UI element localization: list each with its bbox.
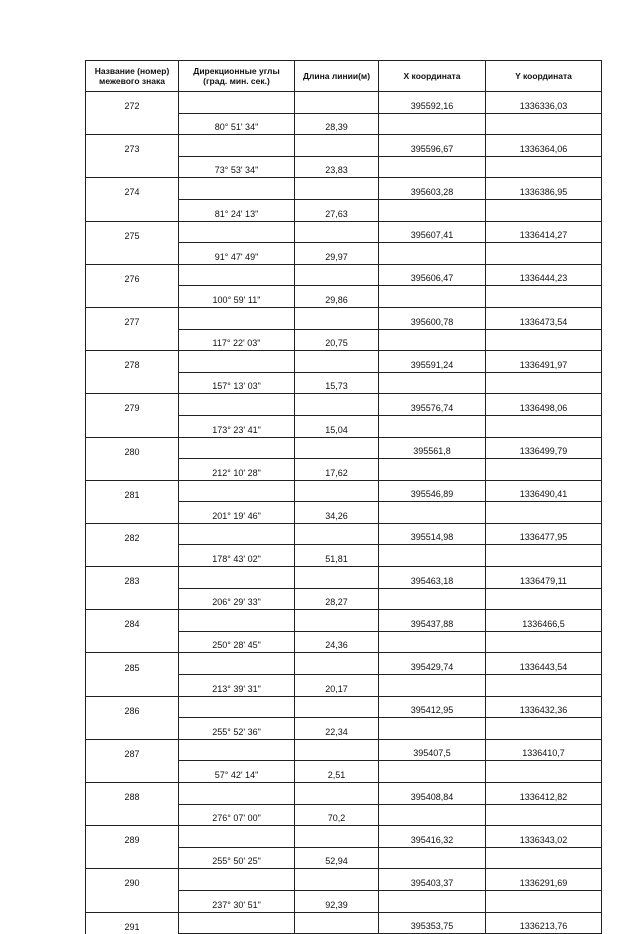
y-coordinate-cell (486, 502, 602, 524)
table-row-segment (86, 545, 602, 567)
table-row-segment (86, 243, 602, 265)
table-row-segment (86, 415, 602, 437)
line-length-cell: 27,63 (295, 199, 379, 221)
line-length-cell: 20,75 (295, 329, 379, 351)
line-length-cell: 28,27 (295, 588, 379, 610)
x-coordinate-cell (379, 415, 486, 437)
x-coordinate-cell: 395607,41 (379, 221, 486, 243)
table-row-segment (86, 847, 602, 869)
table-row-point (86, 264, 602, 286)
mark-name-cell: 284 (86, 610, 179, 632)
direction-angle-cell (179, 351, 295, 373)
direction-angle-cell (179, 480, 295, 502)
direction-angle-cell: 250° 28' 45" (179, 631, 295, 653)
direction-angle-cell (179, 696, 295, 718)
y-coordinate-cell: 1336343,02 (486, 826, 602, 848)
x-coordinate-cell (379, 631, 486, 653)
x-coordinate-cell (379, 286, 486, 308)
x-coordinate-cell (379, 372, 486, 394)
y-coordinate-cell: 1336473,54 (486, 307, 602, 329)
direction-angle-cell: 81° 24' 13" (179, 199, 295, 221)
x-coordinate-cell: 395412,95 (379, 696, 486, 718)
direction-angle-cell (179, 264, 295, 286)
table-row-point (86, 437, 602, 459)
y-coordinate-cell (486, 761, 602, 783)
line-length-cell: 15,73 (295, 372, 379, 394)
direction-angle-cell (179, 826, 295, 848)
mark-name-cell (86, 415, 179, 437)
line-length-cell (295, 264, 379, 286)
line-length-cell: 24,36 (295, 631, 379, 653)
y-coordinate-cell: 1336498,06 (486, 394, 602, 416)
line-length-cell: 92,39 (295, 890, 379, 912)
direction-angle-cell: 100° 59' 11" (179, 286, 295, 308)
line-length-cell (295, 869, 379, 891)
y-coordinate-cell: 1336477,95 (486, 523, 602, 545)
x-coordinate-cell (379, 761, 486, 783)
line-length-cell (295, 826, 379, 848)
direction-angle-cell: 206° 29' 33" (179, 588, 295, 610)
mark-name-cell: 285 (86, 653, 179, 675)
direction-angle-cell: 213° 39' 31" (179, 675, 295, 697)
line-length-cell: 17,62 (295, 459, 379, 481)
x-coordinate-cell: 395408,84 (379, 783, 486, 805)
table-row-point (86, 178, 602, 200)
mark-name-cell: 274 (86, 178, 179, 200)
mark-name-cell: 279 (86, 394, 179, 416)
mark-name-cell: 281 (86, 480, 179, 502)
x-coordinate-cell (379, 113, 486, 135)
direction-angle-cell (179, 92, 295, 114)
table-row-point (86, 394, 602, 416)
y-coordinate-cell (486, 199, 602, 221)
x-coordinate-cell: 395591,24 (379, 351, 486, 373)
mark-name-cell: 291 (86, 912, 179, 934)
y-coordinate-cell: 1336490,41 (486, 480, 602, 502)
table-row-point (86, 92, 602, 114)
mark-name-cell: 276 (86, 264, 179, 286)
mark-name-cell (86, 804, 179, 826)
x-coordinate-cell (379, 890, 486, 912)
line-length-cell: 51,81 (295, 545, 379, 567)
table-row-segment (86, 199, 602, 221)
direction-angle-cell (179, 523, 295, 545)
line-length-cell (295, 653, 379, 675)
table-row-point (86, 221, 602, 243)
mark-name-cell (86, 156, 179, 178)
line-length-cell (295, 221, 379, 243)
line-length-cell (295, 307, 379, 329)
mark-name-cell: 289 (86, 826, 179, 848)
line-length-cell (295, 912, 379, 934)
mark-name-cell: 287 (86, 739, 179, 761)
direction-angle-cell (179, 610, 295, 632)
direction-angle-cell: 73° 53' 34" (179, 156, 295, 178)
table-row-point (86, 653, 602, 675)
x-coordinate-cell: 395606,47 (379, 264, 486, 286)
mark-name-cell (86, 890, 179, 912)
direction-angle-cell: 80° 51' 34" (179, 113, 295, 135)
table-row-segment (86, 588, 602, 610)
table-row-point (86, 826, 602, 848)
direction-angle-cell (179, 307, 295, 329)
y-coordinate-cell: 1336213,76 (486, 912, 602, 934)
y-coordinate-cell (486, 804, 602, 826)
x-coordinate-cell: 395416,32 (379, 826, 486, 848)
y-coordinate-cell: 1336410,7 (486, 739, 602, 761)
direction-angle-cell (179, 869, 295, 891)
direction-angle-cell: 212° 10' 28" (179, 459, 295, 481)
mark-name-cell: 288 (86, 783, 179, 805)
y-coordinate-cell (486, 156, 602, 178)
header-mark-name: Название (номер) межевого знака (86, 61, 179, 92)
mark-name-cell (86, 329, 179, 351)
table-row-point (86, 739, 602, 761)
mark-name-cell (86, 502, 179, 524)
direction-angle-cell (179, 783, 295, 805)
table-body (86, 92, 602, 934)
direction-angle-cell: 157° 13' 03" (179, 372, 295, 394)
line-length-cell: 52,94 (295, 847, 379, 869)
y-coordinate-cell: 1336491,97 (486, 351, 602, 373)
table-row-segment (86, 804, 602, 826)
y-coordinate-cell: 1336364,06 (486, 135, 602, 157)
mark-name-cell: 277 (86, 307, 179, 329)
mark-name-cell (86, 243, 179, 265)
mark-name-cell: 272 (86, 92, 179, 114)
mark-name-cell (86, 718, 179, 740)
direction-angle-cell: 178° 43' 02" (179, 545, 295, 567)
x-coordinate-cell (379, 243, 486, 265)
table-row-point (86, 307, 602, 329)
x-coordinate-cell: 395603,28 (379, 178, 486, 200)
direction-angle-cell: 276° 07' 00" (179, 804, 295, 826)
table-row-point (86, 610, 602, 632)
mark-name-cell: 273 (86, 135, 179, 157)
line-length-cell (295, 351, 379, 373)
table-row-point (86, 912, 602, 934)
table-row-segment (86, 718, 602, 740)
mark-name-cell (86, 847, 179, 869)
line-length-cell: 2,51 (295, 761, 379, 783)
mark-name-cell (86, 199, 179, 221)
direction-angle-cell (179, 135, 295, 157)
direction-angle-cell (179, 394, 295, 416)
y-coordinate-cell: 1336414,27 (486, 221, 602, 243)
mark-name-cell (86, 459, 179, 481)
y-coordinate-cell (486, 113, 602, 135)
direction-angle-cell (179, 437, 295, 459)
line-length-cell: 23,83 (295, 156, 379, 178)
y-coordinate-cell (486, 286, 602, 308)
boundary-coordinates-table (85, 60, 602, 934)
y-coordinate-cell: 1336443,54 (486, 653, 602, 675)
direction-angle-cell: 201° 19' 46" (179, 502, 295, 524)
y-coordinate-cell: 1336444,23 (486, 264, 602, 286)
line-length-cell: 22,34 (295, 718, 379, 740)
x-coordinate-cell (379, 675, 486, 697)
line-length-cell: 15,04 (295, 415, 379, 437)
y-coordinate-cell (486, 415, 602, 437)
table-row-point (86, 567, 602, 589)
header-direction-angle: Дирекционные углы (град. мин. сек.) (179, 61, 295, 92)
line-length-cell (295, 178, 379, 200)
direction-angle-cell: 57° 42' 14" (179, 761, 295, 783)
table-row-point (86, 523, 602, 545)
x-coordinate-cell: 395600,78 (379, 307, 486, 329)
header-y-coordinate: Y координата (486, 61, 602, 92)
mark-name-cell: 286 (86, 696, 179, 718)
y-coordinate-cell (486, 718, 602, 740)
mark-name-cell (86, 372, 179, 394)
line-length-cell (295, 92, 379, 114)
y-coordinate-cell: 1336412,82 (486, 783, 602, 805)
mark-name-cell (86, 286, 179, 308)
table-row-segment (86, 631, 602, 653)
direction-angle-cell: 255° 50' 25" (179, 847, 295, 869)
table-header-row (86, 61, 602, 92)
line-length-cell (295, 394, 379, 416)
x-coordinate-cell: 395576,74 (379, 394, 486, 416)
line-length-cell: 28,39 (295, 113, 379, 135)
x-coordinate-cell (379, 804, 486, 826)
line-length-cell (295, 480, 379, 502)
y-coordinate-cell: 1336291,69 (486, 869, 602, 891)
line-length-cell (295, 437, 379, 459)
table-row-segment (86, 329, 602, 351)
line-length-cell: 29,97 (295, 243, 379, 265)
x-coordinate-cell: 395514,98 (379, 523, 486, 545)
line-length-cell: 29,86 (295, 286, 379, 308)
mark-name-cell: 280 (86, 437, 179, 459)
line-length-cell (295, 696, 379, 718)
mark-name-cell: 283 (86, 567, 179, 589)
x-coordinate-cell (379, 502, 486, 524)
table-row-point (86, 783, 602, 805)
x-coordinate-cell: 395429,74 (379, 653, 486, 675)
line-length-cell (295, 739, 379, 761)
mark-name-cell (86, 675, 179, 697)
y-coordinate-cell: 1336432,36 (486, 696, 602, 718)
table-row-segment (86, 761, 602, 783)
x-coordinate-cell (379, 459, 486, 481)
mark-name-cell (86, 588, 179, 610)
y-coordinate-cell: 1336386,95 (486, 178, 602, 200)
x-coordinate-cell: 395546,89 (379, 480, 486, 502)
direction-angle-cell: 255° 52' 36" (179, 718, 295, 740)
table-row-point (86, 480, 602, 502)
x-coordinate-cell: 395437,88 (379, 610, 486, 632)
x-coordinate-cell (379, 718, 486, 740)
line-length-cell (295, 135, 379, 157)
table-row-point (86, 869, 602, 891)
y-coordinate-cell: 1336479,11 (486, 567, 602, 589)
line-length-cell (295, 523, 379, 545)
table-row-point (86, 351, 602, 373)
table-row-point (86, 696, 602, 718)
header-line-length: Длина линии(м) (295, 61, 379, 92)
x-coordinate-cell (379, 847, 486, 869)
y-coordinate-cell (486, 631, 602, 653)
line-length-cell: 70,2 (295, 804, 379, 826)
mark-name-cell: 282 (86, 523, 179, 545)
line-length-cell (295, 783, 379, 805)
mark-name-cell (86, 761, 179, 783)
line-length-cell (295, 610, 379, 632)
y-coordinate-cell (486, 890, 602, 912)
line-length-cell (295, 567, 379, 589)
y-coordinate-cell: 1336466,5 (486, 610, 602, 632)
table-row-segment (86, 675, 602, 697)
x-coordinate-cell: 395403,37 (379, 869, 486, 891)
x-coordinate-cell: 395353,75 (379, 912, 486, 934)
y-coordinate-cell (486, 372, 602, 394)
y-coordinate-cell (486, 847, 602, 869)
x-coordinate-cell (379, 588, 486, 610)
x-coordinate-cell: 395596,67 (379, 135, 486, 157)
direction-angle-cell (179, 653, 295, 675)
direction-angle-cell: 237° 30' 51" (179, 890, 295, 912)
direction-angle-cell (179, 739, 295, 761)
y-coordinate-cell: 1336336,03 (486, 92, 602, 114)
table-row-segment (86, 890, 602, 912)
y-coordinate-cell (486, 588, 602, 610)
direction-angle-cell (179, 178, 295, 200)
y-coordinate-cell (486, 459, 602, 481)
y-coordinate-cell (486, 545, 602, 567)
mark-name-cell: 278 (86, 351, 179, 373)
table-row-point (86, 135, 602, 157)
line-length-cell: 20,17 (295, 675, 379, 697)
mark-name-cell: 275 (86, 221, 179, 243)
x-coordinate-cell: 395407,5 (379, 739, 486, 761)
mark-name-cell (86, 545, 179, 567)
direction-angle-cell (179, 912, 295, 934)
table-row-segment (86, 459, 602, 481)
line-length-cell: 34,26 (295, 502, 379, 524)
x-coordinate-cell: 395463,18 (379, 567, 486, 589)
direction-angle-cell: 173° 23' 41" (179, 415, 295, 437)
x-coordinate-cell (379, 329, 486, 351)
direction-angle-cell: 117° 22' 03" (179, 329, 295, 351)
y-coordinate-cell (486, 675, 602, 697)
x-coordinate-cell (379, 199, 486, 221)
table-row-segment (86, 372, 602, 394)
x-coordinate-cell (379, 156, 486, 178)
y-coordinate-cell (486, 243, 602, 265)
direction-angle-cell (179, 567, 295, 589)
mark-name-cell (86, 631, 179, 653)
x-coordinate-cell: 395592,16 (379, 92, 486, 114)
table-row-segment (86, 156, 602, 178)
y-coordinate-cell: 1336499,79 (486, 437, 602, 459)
y-coordinate-cell (486, 329, 602, 351)
table-row-segment (86, 502, 602, 524)
header-x-coordinate: X координата (379, 61, 486, 92)
direction-angle-cell (179, 221, 295, 243)
table-row-segment (86, 113, 602, 135)
mark-name-cell (86, 113, 179, 135)
x-coordinate-cell: 395561,8 (379, 437, 486, 459)
table-row-segment (86, 286, 602, 308)
x-coordinate-cell (379, 545, 486, 567)
direction-angle-cell: 91° 47' 49" (179, 243, 295, 265)
mark-name-cell: 290 (86, 869, 179, 891)
